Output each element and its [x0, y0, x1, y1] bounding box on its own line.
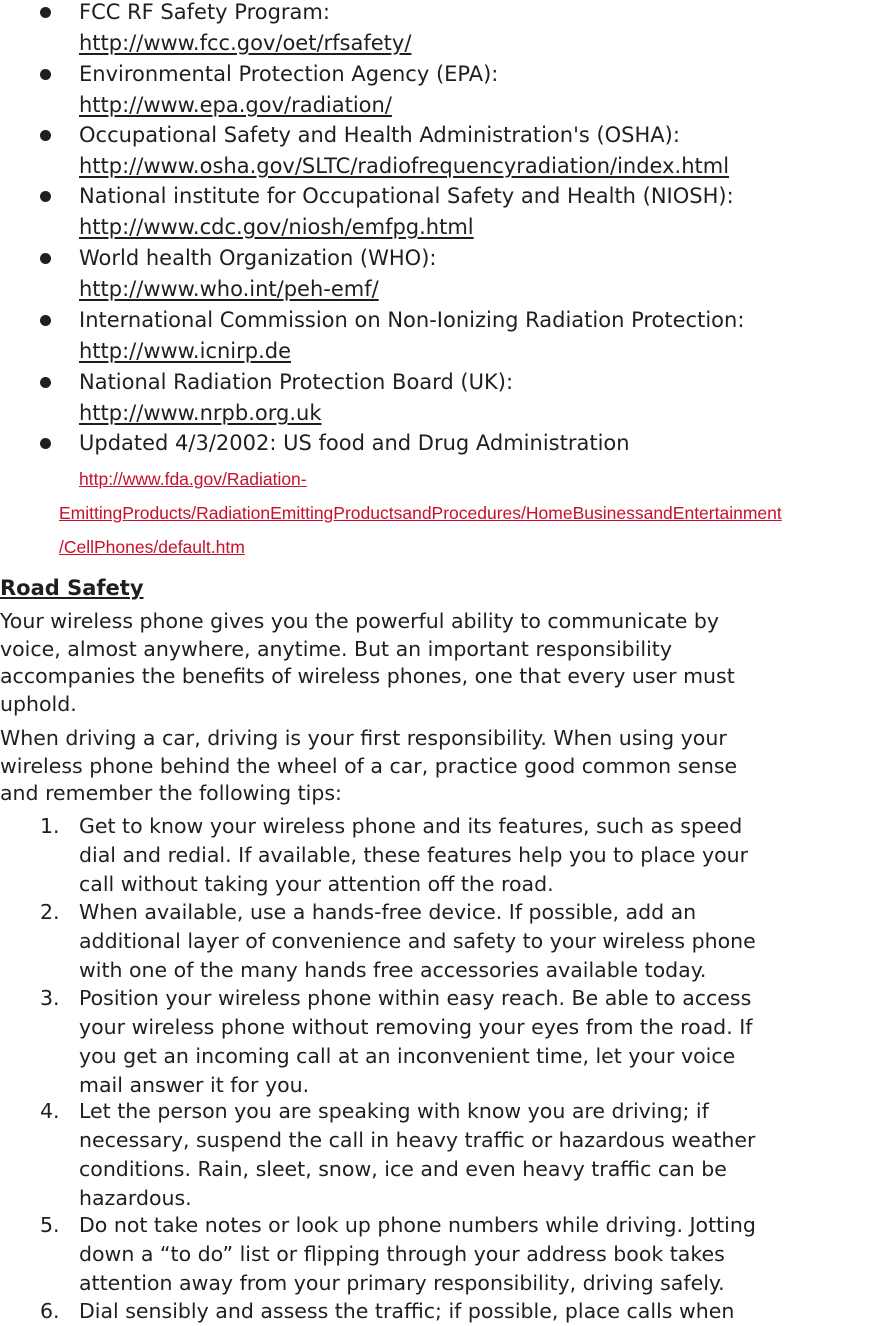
bullet-dot: [40, 253, 51, 264]
bullet-label: Environmental Protection Agency (EPA):: [79, 62, 499, 86]
tip-number: 4.: [40, 1099, 60, 1123]
tip-line: Do not take notes or look up phone numbers while driving. Jotting: [79, 1213, 756, 1237]
tip-number: 6.: [40, 1299, 60, 1323]
tip-number: 2.: [40, 900, 60, 924]
bullet-label: International Commission on Non-Ionizing Radiation Protection:: [79, 308, 745, 332]
tip-line: dial and redial. If available, these features help you to place your: [79, 843, 749, 867]
tip-line: hazardous.: [79, 1186, 192, 1210]
tip-line: attention away from your primary responsibility, driving safely.: [79, 1271, 725, 1295]
tip-line: call without taking your attention off the road.: [79, 872, 554, 896]
intro-paragraph: [0, 608, 735, 718]
tip-text: [79, 984, 753, 1100]
tip-text: [79, 1211, 756, 1298]
tip-line: conditions. Rain, sleet, snow, ice and even heavy traffic can be: [79, 1157, 727, 1181]
tip-text: [79, 1097, 755, 1213]
tip-line: with one of the many hands free accessories available today.: [79, 958, 707, 982]
resource-link[interactable]: http://www.osha.gov/SLTC/radiofrequencyradiation/index.html: [79, 154, 730, 178]
paragraph-line: voice, almost anywhere, anytime. But an important responsibility: [0, 636, 672, 661]
tip-line: your wireless phone without removing your eyes from the road. If: [79, 1015, 753, 1039]
bullet-dot: [40, 315, 51, 326]
bullet-label: National institute for Occupational Safety and Health (NIOSH):: [79, 184, 734, 208]
resource-link[interactable]: http://www.who.int/peh-emf/: [79, 277, 379, 301]
paragraph-line: When driving a car, driving is your first responsibility. When using your: [0, 726, 727, 750]
tip-number: 1.: [40, 814, 60, 838]
paragraph-line: uphold.: [0, 691, 77, 716]
resource-link[interactable]: http://www.epa.gov/radiation/: [79, 93, 392, 117]
tip-line: down a “to do” list or flipping through your address book takes: [79, 1242, 725, 1266]
tip-text: [79, 898, 756, 985]
bullet-label: World health Organization (WHO):: [79, 246, 437, 270]
paragraph-line: Your wireless phone gives you the powerful ability to communicate by: [0, 609, 719, 633]
tip-line: additional layer of convenience and safety to your wireless phone: [79, 929, 756, 953]
bullet-dot: [40, 438, 51, 449]
bullet-label: Occupational Safety and Health Administration's (OSHA):: [79, 123, 680, 147]
tip-line: Position your wireless phone within easy reach. Be able to access: [79, 986, 752, 1010]
bullet-dot: [40, 377, 51, 388]
bullet-label: National Radiation Protection Board (UK):: [79, 370, 514, 394]
bullet-label: FCC RF Safety Program:: [79, 0, 330, 24]
bullet-dot: [40, 130, 51, 141]
tip-number: 3.: [40, 986, 60, 1010]
bullet-dot: [40, 69, 51, 80]
tip-line: When available, use a hands-free device. If possible, add an: [79, 900, 697, 924]
tip-text: [79, 812, 748, 899]
paragraph-line: and remember the following tips:: [0, 781, 342, 805]
bullet-dot: [40, 191, 51, 202]
tip-line: Dial sensibly and assess the traffic; if possible, place calls when: [79, 1299, 735, 1323]
bullet-dot: [40, 7, 51, 18]
driving-paragraph: [0, 725, 737, 808]
fda-link-line[interactable]: http://www.fda.gov/Radiation-: [79, 469, 307, 489]
tip-line: mail answer it for you.: [79, 1073, 310, 1097]
resource-link[interactable]: http://www.nrpb.org.uk: [79, 401, 322, 425]
tip-number: 5.: [40, 1213, 60, 1237]
section-heading: Road Safety: [0, 576, 144, 600]
paragraph-line: accompanies the benefits of wireless phones, one that every user must: [0, 664, 735, 688]
resource-link[interactable]: http://www.cdc.gov/niosh/emfpg.html: [79, 215, 474, 239]
tip-line: Get to know your wireless phone and its features, such as speed: [79, 814, 743, 838]
resource-link[interactable]: http://www.icnirp.de: [79, 339, 292, 363]
paragraph-line: wireless phone behind the wheel of a car, practice good common sense: [0, 753, 738, 778]
tip-line: necessary, suspend the call in heavy traffic or hazardous weather: [79, 1128, 756, 1152]
tip-line: Let the person you are speaking with know you are driving; if: [79, 1099, 709, 1123]
bullet-label: Updated 4/3/2002: US food and Drug Administration: [79, 431, 630, 455]
fda-link-line[interactable]: EmittingProducts/RadiationEmittingProductsandProcedures/HomeBusinessandEntertainment: [59, 503, 782, 523]
tip-text: [79, 1297, 734, 1326]
resource-link[interactable]: http://www.fcc.gov/oet/rfsafety/: [79, 31, 412, 55]
fda-link-line[interactable]: /CellPhones/default.htm: [59, 537, 245, 557]
tip-line: you get an incoming call at an inconvenient time, let your voice: [79, 1044, 736, 1068]
